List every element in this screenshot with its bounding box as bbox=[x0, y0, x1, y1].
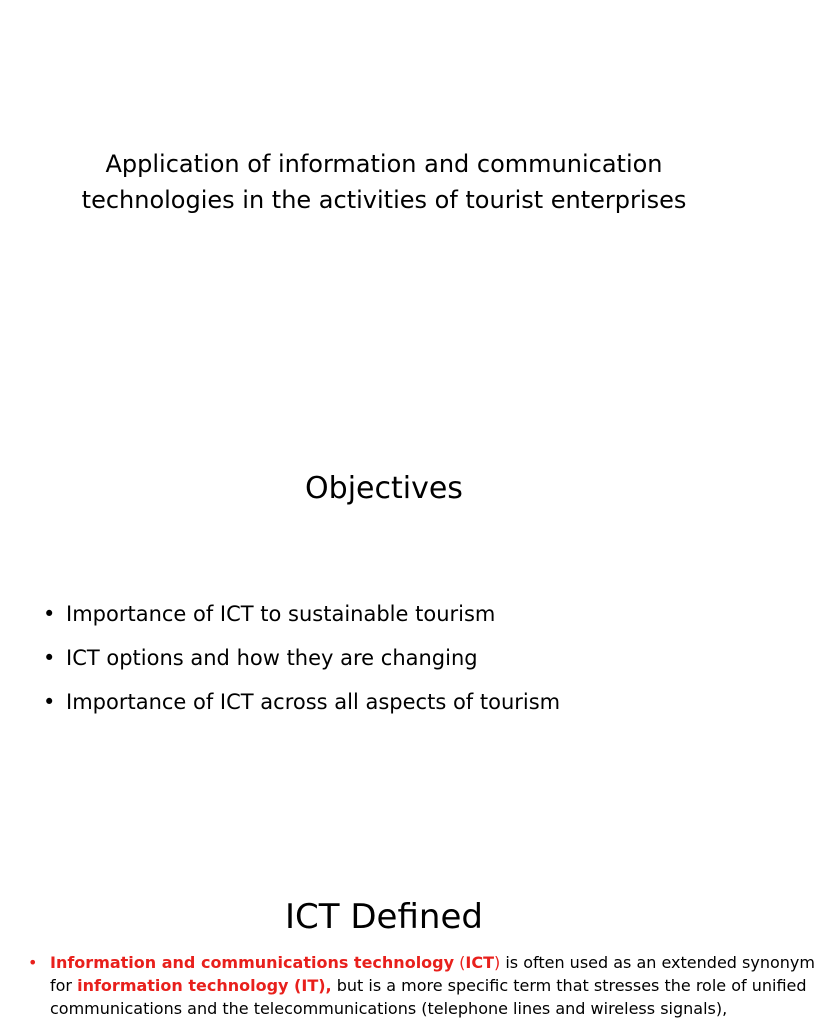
objectives-heading: Objectives bbox=[305, 471, 463, 506]
title-line-1: Application of information and communication bbox=[105, 150, 663, 178]
objectives-list bbox=[40, 600, 560, 732]
paren-close: ) bbox=[493, 953, 501, 972]
definition-line2-rest: but is a more specific term that stresses the role of unified bbox=[331, 976, 807, 995]
definition-line1-rest: is often used as an extended synonym bbox=[500, 953, 815, 972]
list-item-text: Importance of ICT to sustainable tourism bbox=[66, 602, 496, 626]
ict-defined-heading: ICT Defined bbox=[285, 897, 483, 937]
slide-title bbox=[0, 0, 768, 420]
bullet-icon: • bbox=[43, 646, 56, 670]
bullet-icon: • bbox=[43, 602, 56, 626]
definition-item bbox=[28, 951, 815, 1020]
title-line-2: technologies in the activities of tourist enterprises bbox=[81, 186, 687, 214]
term-ict-full: Information and communications technology bbox=[50, 953, 455, 972]
list-item bbox=[40, 688, 560, 716]
bullet-icon: • bbox=[43, 690, 56, 714]
term-ict-abbr: ICT bbox=[465, 953, 494, 972]
slide-ict-defined bbox=[0, 860, 815, 1024]
paren-open: ( bbox=[454, 953, 466, 972]
definition-line3: communications and the telecommunications (telephone lines and wireless signals), bbox=[50, 999, 728, 1018]
list-item bbox=[40, 644, 560, 672]
term-it: information technology (IT), bbox=[77, 976, 332, 995]
list-item-text: Importance of ICT across all aspects of tourism bbox=[66, 690, 561, 714]
presentation-title bbox=[40, 146, 728, 218]
list-item bbox=[40, 600, 560, 628]
bullet-icon: • bbox=[28, 953, 38, 972]
definition-line2-start: for bbox=[50, 976, 78, 995]
definition-text bbox=[50, 951, 815, 1020]
list-item-text: ICT options and how they are changing bbox=[66, 646, 478, 670]
slide-objectives bbox=[0, 420, 768, 860]
